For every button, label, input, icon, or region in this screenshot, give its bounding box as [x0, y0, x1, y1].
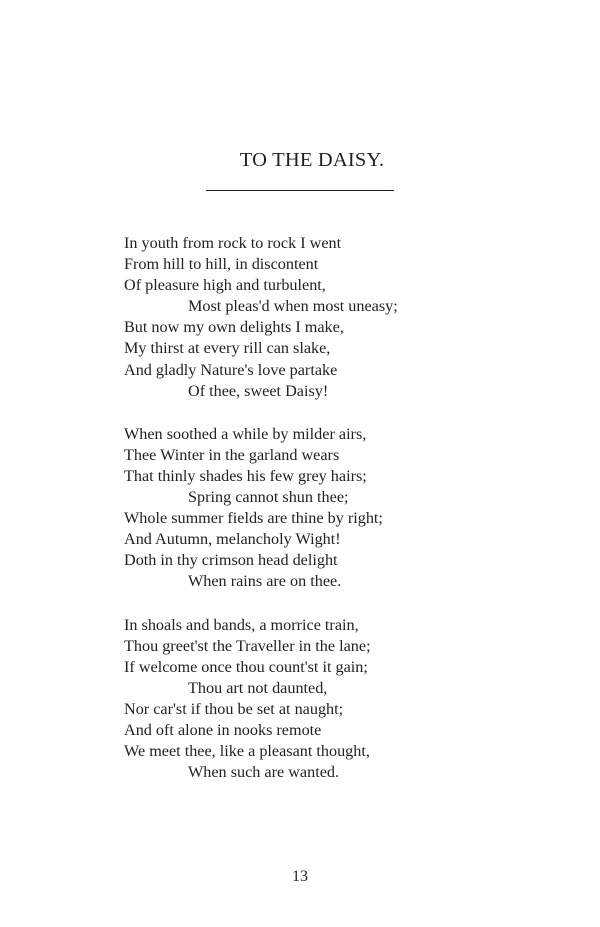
- poem-line-indented: When rains are on thee.: [188, 572, 342, 591]
- poem-line-indented: Spring cannot shun thee;: [188, 488, 349, 507]
- poem-line: Whole summer fields are thine by right;: [124, 509, 383, 528]
- poem-line-indented: Thou art not daunted,: [188, 678, 328, 697]
- poem-line: But now my own delights I make,: [124, 318, 344, 337]
- stanza: [124, 424, 544, 593]
- poem-line: Doth in thy crimson head delight: [124, 551, 338, 570]
- poem-line: Nor car'st if thou be set at naught;: [124, 699, 344, 718]
- poem-line: In youth from rock to rock I went: [124, 234, 342, 252]
- poem-line: That thinly shades his few grey hairs;: [124, 466, 367, 485]
- poem-line-indented: Of thee, sweet Daisy!: [188, 381, 329, 400]
- poem-line: And Autumn, melancholy Wight!: [124, 530, 341, 549]
- poem-line: From hill to hill, in discontent: [124, 255, 319, 274]
- poem-line: Of pleasure high and turbulent,: [124, 276, 326, 295]
- title-rule: [206, 190, 394, 191]
- stanza: [124, 233, 544, 402]
- poem-line: My thirst at every rill can slake,: [124, 339, 331, 358]
- page-number: 13: [292, 868, 308, 885]
- poem-line: In shoals and bands, a morrice train,: [124, 615, 359, 634]
- poem-line-indented: Most pleas'd when most uneasy;: [188, 297, 398, 316]
- poem-line: Thou greet'st the Traveller in the lane;: [124, 636, 371, 655]
- poem-line: We meet thee, like a pleasant thought,: [124, 742, 370, 761]
- poem-line: Thee Winter in the garland wears: [124, 445, 340, 464]
- poem-title: TO THE DAISY.: [239, 149, 385, 171]
- poem-line: And gladly Nature's love partake: [124, 360, 338, 379]
- poem-line: When soothed a while by milder airs,: [124, 424, 367, 443]
- stanza: [124, 615, 544, 784]
- poem-line: If welcome once thou count'st it gain;: [124, 657, 368, 676]
- poem-line: And oft alone in nooks remote: [124, 720, 322, 739]
- poem-body: [124, 233, 544, 805]
- poem-line-indented: When such are wanted.: [188, 763, 340, 782]
